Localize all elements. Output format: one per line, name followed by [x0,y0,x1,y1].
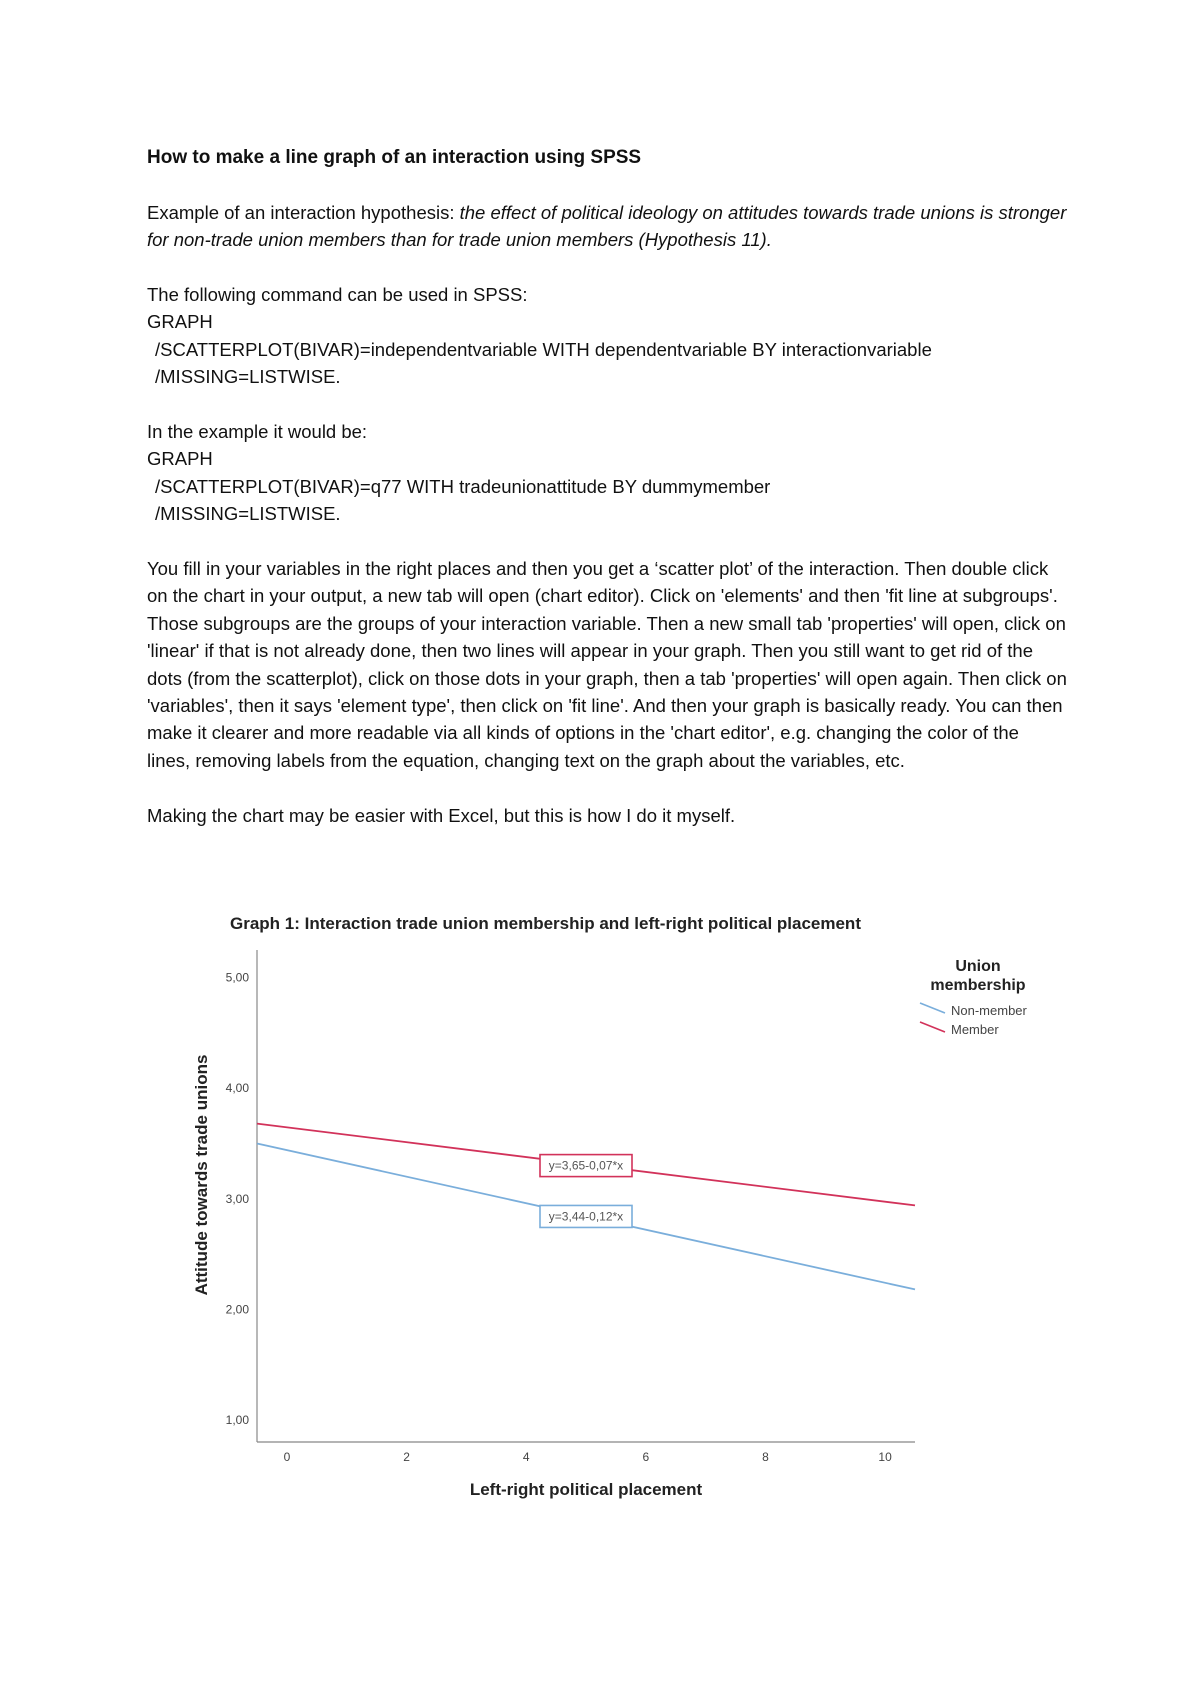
x-tick-label: 4 [522,1450,530,1464]
legend-swatch-non-member [920,1003,945,1013]
y-axis-label: Attitude towards trade unions [192,1054,211,1296]
x-tick-label: 2 [403,1450,410,1464]
y-tick-label: 5,00 [225,970,249,985]
y-tick-label: 4,00 [225,1081,249,1096]
legend-label-non-member: Non-member [951,1003,1027,1018]
x-tick-label: 8 [762,1450,769,1464]
generic-command-line: /MISSING=LISTWISE. [155,366,341,388]
x-axis-label: Left-right political placement [469,1480,703,1499]
document-title: How to make a line graph of an interaction using SPSS [147,147,642,168]
legend-label-member: Member [951,1022,999,1037]
generic-command-line: GRAPH [147,311,213,333]
equation-label-member: y=3,65-0,07*x [548,1158,624,1173]
x-tick-label: 0 [283,1450,291,1464]
equation-label-non-member: y=3,44-0,12*x [548,1209,624,1224]
y-tick-label: 2,00 [225,1302,249,1317]
command-intro: The following command can be used in SPSS: [147,284,528,305]
x-tick-label: 6 [642,1450,650,1464]
x-tick-label: 10 [878,1450,892,1464]
example-command-line: /SCATTERPLOT(BIVAR)=q77 WITH tradeunionattitude BY dummymember [155,475,771,497]
y-tick-label: 1,00 [225,1412,249,1427]
closing-paragraph: Making the chart may be easier with Excel, but this is how I do it myself. [147,804,736,826]
example-command-line: /MISSING=LISTWISE. [155,503,341,525]
example-command-line: GRAPH [147,448,213,470]
chart-title: Graph 1: Interaction trade union membership and left-right political placement [230,914,861,933]
hypothesis-paragraph [147,199,1067,254]
interaction-chart [0,890,1200,1510]
y-tick-label: 3,00 [225,1191,249,1206]
example-intro: In the example it would be: [147,421,368,443]
hypothesis-text: the effect of political ideology on attitudes towards trade unions is stronger for non-trade union members than for trade union members (Hypothesis 11). [147,201,1067,251]
legend-title: Union membership [930,958,1026,994]
generic-command-line: /SCATTERPLOT(BIVAR)=independentvariable WITH dependentvariable BY interactionvariable [155,338,932,360]
instructions-paragraph: You fill in your variables in the right places and then you get a ‘scatter plot’ of the interaction. Then double click on the chart in your output, a new tab will open (chart editor). Click on 'elements' and then 'fit line at subgroups'. Those subgroups are the groups of your interaction variable. Then a new small tab 'properties' will open, click on 'linear' if that is not already done, then two lines will appear in your graph. Then you still want to get rid of the dots (from the scatterplot), click on those dots in your graph, then a tab 'properties' will open again. Then click on 'variables', then it says 'element type', then click on 'fit line'. And then your graph is basically ready. You can then make it clearer and more readable via all kinds of options in the 'chart editor', e.g. changing the color of the lines, removing labels from the equation, changing text on the graph about the variables, etc. [147,558,1067,771]
hypothesis-intro: Example of an interaction hypothesis: [147,201,460,223]
legend-swatch-member [920,1022,945,1032]
document-body [147,144,1067,829]
